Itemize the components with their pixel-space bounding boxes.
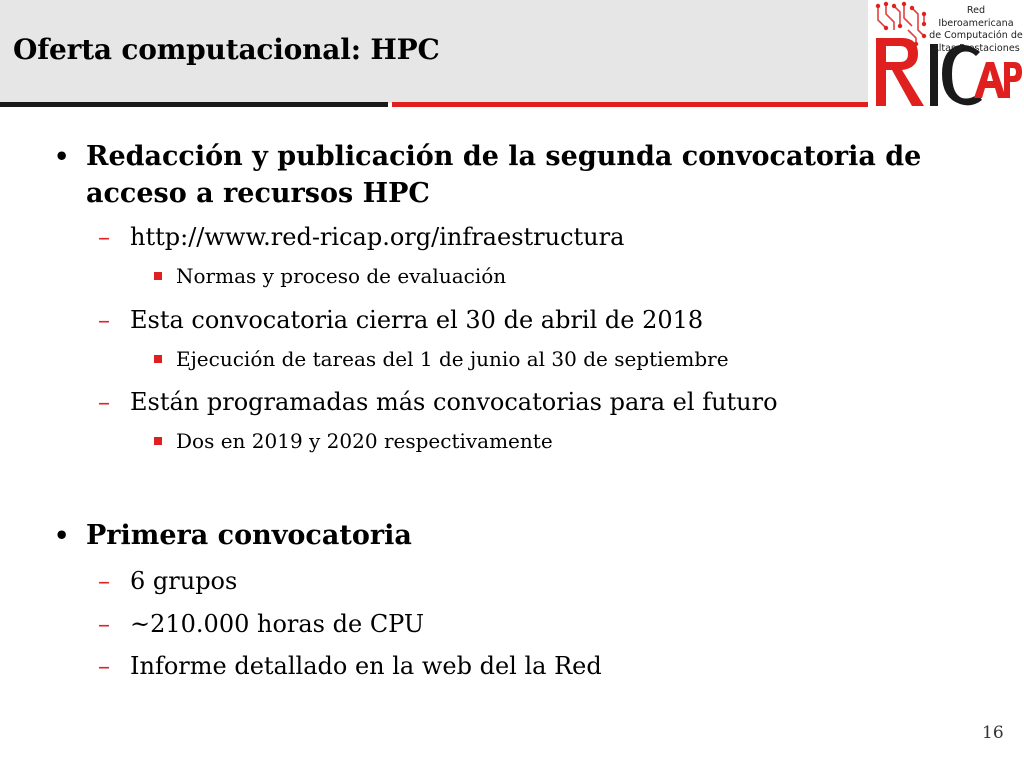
bullet-text-line: Redacción y publicación de la segunda convocatoria de (86, 141, 922, 172)
square-bullet-icon (154, 437, 162, 445)
sub-bullet-text: Están programadas más convocatorias para el futuro (130, 388, 778, 416)
sub-bullet-text: Informe detallado en la web del la Red (130, 652, 602, 680)
sub-bullet-text: ~210.000 horas de CPU (130, 610, 425, 638)
square-bullet-icon (154, 355, 162, 363)
sub-bullet-item (98, 387, 778, 417)
dash-marker: – (98, 610, 110, 638)
dash-marker: – (98, 388, 110, 416)
square-bullet-icon (154, 272, 162, 280)
sub-bullet-item (98, 305, 704, 335)
bullet-item (54, 138, 922, 212)
dash-marker: – (98, 306, 110, 334)
sub-sub-bullet-item (176, 428, 553, 454)
dash-marker: – (98, 567, 110, 595)
sub-sub-bullet-text: Dos en 2019 y 2020 respectivamente (176, 429, 553, 453)
bullet-text-line: acceso a recursos HPC (86, 178, 430, 209)
bullet-marker: • (54, 521, 70, 550)
sub-sub-bullet-text: Ejecución de tareas del 1 de junio al 30 de septiembre (176, 347, 729, 371)
sub-sub-bullet-item (176, 263, 506, 289)
dash-marker: – (98, 652, 110, 680)
sub-sub-bullet-item (176, 346, 729, 372)
bullet-text-line: Primera convocatoria (86, 520, 412, 551)
sub-bullet-text: 6 grupos (130, 567, 238, 595)
sub-bullet-item (98, 609, 425, 639)
sub-bullet-item (98, 222, 625, 252)
dash-marker: – (98, 223, 110, 251)
page-number: 16 (982, 723, 1004, 743)
bullet-marker: • (54, 142, 70, 171)
logo-caption-line: de Computación de (929, 30, 1023, 41)
bullet-item (54, 517, 412, 554)
slide-title: Oferta computacional: HPC (13, 33, 440, 66)
sub-bullet-item (98, 651, 602, 681)
sub-bullet-item (98, 566, 238, 596)
sub-sub-bullet-text: Normas y proceso de evaluación (176, 264, 507, 288)
sub-bullet-text: Esta convocatoria cierra el 30 de abril de 2018 (130, 306, 704, 334)
sub-bullet-text: http://www.red-ricap.org/infraestructura (130, 223, 625, 251)
logo-caption-line: Red Iberoamericana (938, 5, 1014, 29)
logo-caption-line: Altas Prestaciones (932, 42, 1020, 54)
